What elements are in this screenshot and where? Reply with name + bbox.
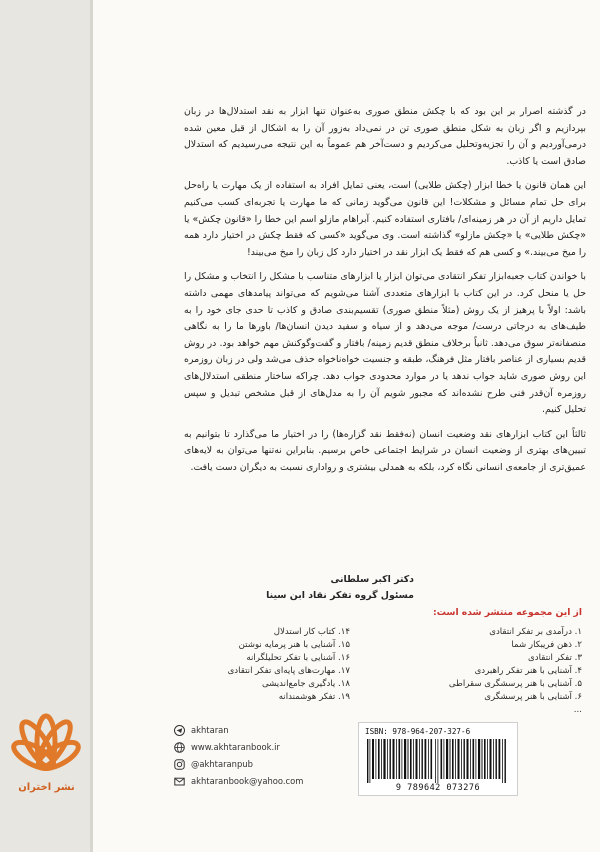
isbn-label: ISBN: 978-964-207-327-6 [365,727,471,736]
blurb-paragraph-1: در گذشته اصرار بر این بود که با چکش منطق صوری به‌عنوان تنها ابزار به نقد استدلال‌ها در زبان بپردازیم و اگر زبان به شکل منطق صوری تن در نمی‌داد به‌زور آن را به اشکال از قبل معین شده درمی‌آوردیم و آن را تجزیه‌وتحلیل می‌کردیم و دست‌آخر هم عموماً به این نتیجه می‌رسیدیم که استدلال صادق است یا کاذب. [184,106,586,167]
telegram-icon [174,725,185,736]
contact-telegram [174,722,344,739]
contact-website [174,739,344,756]
blurb-paragraph-3: با خواندن کتاب جعبه‌ابزار تفکر انتقادی می‌توان ابزار یا ابزارهای متناسب با مشکل را انتخاب و مشکل را حل یا منحل کرد. در این کتاب با ابزارهای متعددی آشنا می‌شویم که می‌تواند پیامدهای مهمی داشته باشد: اولاً با پرهیز از یک روش (مثلاً منطق صوری) تقسیم‌بندی صادق و کاذب تا حدی جای خود را به طیف‌های به درجاتی درست/ موجه می‌دهد و از سیاه و سفید دیدن انسان‌ها/ باورها ما را به نگاهی منصفانه‌تر سوق می‌دهد. ثانیاً برخلاف منطق قدیم زمینه/ بافتار و گفت‌وگوکنش مهم خواهد بود. در روش قدیم بسیاری از عناصر بافتار مثل فرهنگ، طبقه و جنسیت خواه‌ناخواه حذف می‌شد ولی در زبان روزمره این روش صوری شاید جواب ندهد یا در موارد محدودی جواب دهد. چراکه ساختار منطقی استدلال‌های روزمره آن‌قدر فنی طرح نشده‌اند که مجبور شویم آن را به مدل‌های از قبل مشخص تبدیل و سپس تحلیل کنیم. [184,271,586,416]
series-item: ۴. آشنایی با هنر تفکر راهبردی [474,666,582,676]
instagram-icon [174,759,185,770]
contact-list [174,722,344,790]
globe-icon [174,742,185,753]
email-icon [174,776,185,787]
series-item: ۵. آشنایی با هنر پرسشگری سقراطی [448,679,582,689]
series-item: ۱۵. آشنایی با هنر پرمایه نوشتن [238,640,350,650]
series-heading: از این مجموعه منتشر شده است: [433,607,582,618]
contact-text: akhtaran [191,725,229,735]
contact-text: @akhtaranpub [191,759,253,769]
series-item: ۱۸. یادگیری جامع‌اندیشی [261,679,350,689]
series-item: ... [573,705,582,715]
series-list-left [170,626,350,704]
contact-instagram [174,756,344,773]
publisher-name: نشر اختران [18,782,75,793]
series-item: ۱۷. مهارت‌های پایه‌ای تفکر انتقادی [227,666,350,676]
contact-text: akhtaranbook@yahoo.com [191,776,304,786]
series-item: ۲. ذهن فریبکار شما [511,640,582,650]
series-item: ۶. آشنایی با هنر پرسشگری [484,692,582,702]
blurb-paragraph-2: این همان قانون یا خطا ابزار (چکش طلایی) است، یعنی تمایل افراد به استفاده از یک مهارت یا راه‌حل برای حل تمام مسائل و مشکلات! این قانون می‌گوید زمانی که ما مهارت یا تجربه‌ای کسب می‌کنیم تمایل داریم از آن در هر زمینه‌ای/ بافتاری استفاده کنیم. آبراهام مازلو اسم این خطا را «قانون چکش» یا «چکش طلایی» یا «چکش مازلو» گذاشته است. وی می‌گوید «کسی که فقط چکش در اختیار دارد همه را میخ می‌بیند.» و کسی هم که فقط یک ابزار نقد در اختیار دارد کل زبان را میخ می‌بیند! [184,180,586,258]
signature-name: دکتر اکبر سلطانی [330,574,414,585]
series-list-right [386,626,582,717]
series-item: ۱۶. آشنایی با تفکر تحلیلگرانه [246,653,350,663]
series-item: ۱۴. کتاب کار استدلال [273,627,350,637]
contact-email [174,773,344,790]
signature-block [204,572,414,604]
signature-role: مسئول گروه تفکر نقاد ابن سینا [266,590,414,601]
publisher-logo-icon [8,698,84,778]
series-item: ۱. درآمدی بر تفکر انتقادی [489,627,582,637]
blurb-paragraph-4: ثالثاً این کتاب ابزارهای نقد وضعیت انسان (نه‌فقط نقد گزاره‌ها) را در اختیار ما می‌گذارد تا بتوانیم به تبیین‌های بهتری از وضعیت انسان در شرایط اجتماعی خاص برسیم. بنابراین نه‌تنها می‌توان به لایه‌های عمیق‌تری از جامعه‌ی انسانی نگاه کرد، بلکه به همدلی بیشتری و رواداری نسبت به دیگران دست یافت. [184,428,586,473]
series-item: ۳. تفکر انتقادی [528,653,582,663]
isbn-barcode-box [358,722,518,796]
barcode-number: 9 789642 073276 [395,783,481,793]
contact-text: www.akhtaranbook.ir [191,742,280,752]
blurb-text [184,104,586,484]
barcode-graphic [365,739,511,783]
series-item: ۱۹. تفکر هوشمندانه [278,692,350,702]
